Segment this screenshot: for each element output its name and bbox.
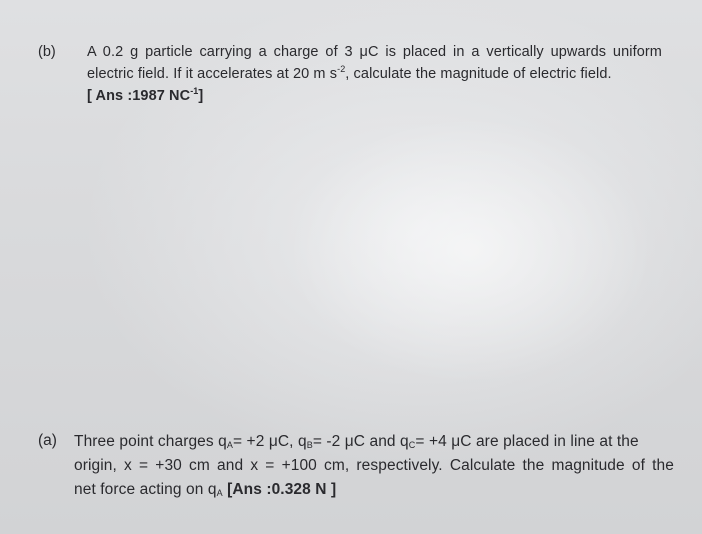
- question-a-line-1-mid-b: = -2 μC and q: [312, 433, 409, 450]
- question-a-line-3: [74, 478, 674, 502]
- question-b-number: (b): [38, 44, 56, 60]
- question-b-answer-text: [ Ans :1987 NC: [87, 88, 191, 104]
- question-b-answer-bracket: ]: [198, 88, 204, 104]
- charge-c-subscript: C: [408, 440, 416, 450]
- acceleration-unit-exponent: -2: [337, 64, 346, 74]
- question-b-text: [87, 41, 662, 107]
- charge-a-subscript-2: A: [216, 488, 223, 498]
- question-b-line-1: A 0.2 g particle carrying a charge of 3 μC is placed in a vertically upwards uniform: [87, 44, 662, 60]
- question-b-answer: [87, 85, 662, 107]
- question-a-line-1-start: Three point charges q: [74, 433, 227, 450]
- question-b-line-2-text: electric field. If it accelerates at 20 m s: [87, 66, 338, 82]
- question-b-line-2: [87, 63, 662, 85]
- answer-unit-exponent: -1: [190, 86, 199, 96]
- question-a-line-1-mid-a: = +2 μC, q: [233, 433, 307, 450]
- question-a-line-2: origin, x = +30 cm and x = +100 cm, respectively. Calculate the magnitude of the: [74, 457, 674, 474]
- question-a-answer: [Ans :0.328 N ]: [222, 481, 337, 498]
- charge-a-subscript: A: [226, 440, 233, 450]
- charge-b-subscript: B: [306, 440, 313, 450]
- question-a-line-1: [74, 430, 674, 454]
- question-b-line-2-end: , calculate the magnitude of electric field.: [345, 66, 612, 82]
- question-a-line-1-end: = +4 μC are placed in line at the: [415, 433, 639, 450]
- question-a-line-3-text: net force acting on q: [74, 481, 217, 498]
- question-a-number: (a): [38, 432, 57, 449]
- question-a-text: [74, 430, 674, 502]
